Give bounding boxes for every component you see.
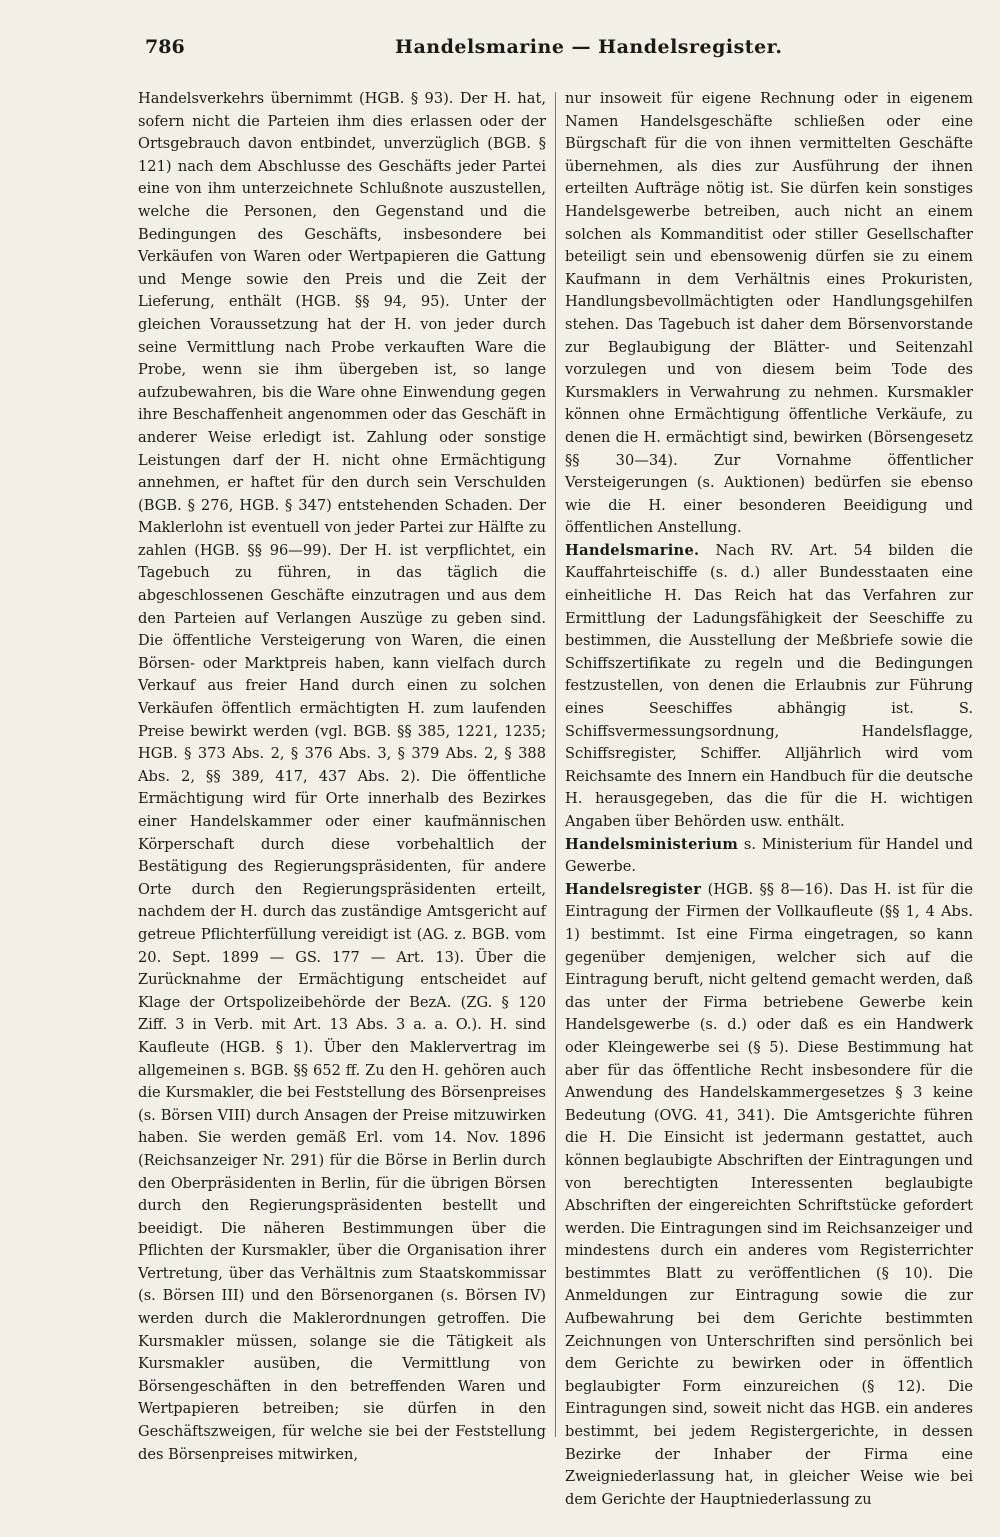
left-column-text: Handelsverkehrs übernimmt (HGB. § 93). Der H. hat, sofern nicht die Parteien ihm dies erlassen oder der Ortsgebrauch davon entbindet, unverzüglich (BGB. § 121) nach dem Abschlusse des Geschäfts jeder Partei eine von ihm unterzeichnete Schlußnote auszustellen, welche die Personen, den Gegenstand und die Bedingungen des Geschäfts, insbesondere bei Verkäufen von Waren oder Wertpapieren die Gattung und Menge sowie den Preis und die Zeit der Lieferung, enthält (HGB. §§ 94, 95). Unter der gleichen Voraussetzung hat der H. von jeder durch seine Vermittlung nach Probe verkauften Ware die Probe, wenn sie ihm übergeben ist, so lange aufzubewahren, bis die Ware ohne Einwendung gegen ihre Beschaffenheit angenommen oder das Geschäft in anderer Weise erledigt ist. Zahlung oder sonstige Leistungen darf der H. nicht ohne Ermächtigung annehmen, er haftet für den durch sein Verschulden (BGB. § 276, HGB. § 347) entstehenden Schaden. Der Maklerlohn ist eventuell von jeder Partei zur Hälfte zu zahlen (HGB. §§ 96—99). Der H. ist verpflichtet, ein Tagebuch zu führen, in das täglich die abgeschlossenen Geschäfte einzutragen und aus dem den Parteien auf Verlangen Auszüge zu geben sind. Die öffentliche Versteigerung von Waren, die einen Börsen- oder Marktpreis haben, kann vielfach durch Verkauf aus freier Hand durch einen zu solchen Verkäufen öffentlich ermächtigten H. zum laufenden Preise bewirkt werden (vgl. BGB. §§ 385, 1221, 1235; HGB. § 373 Abs. 2, § 376 Abs. 3, § 379 Abs. 2, § 388 Abs. 2, §§ 389, 417, 437 Abs. 2). Die öffentliche Ermächtigung wird für Orte innerhalb des Bezirkes einer Handelskammer oder einer kaufmännischen Körperschaft durch diese vorbehaltlich der Bestätigung des Regierungspräsidenten, für andere Orte durch den Regierungspräsidenten erteilt, nachdem der H. durch das zuständige Amtsgericht auf getreue Pflichterfüllung vereidigt ist (AG. z. BGB. vom 20. Sept. 1899 — GS. 177 — Art. 13). Über die Zurücknahme der Ermächtigung entscheidet auf Klage der Ortspolizeibehörde der BezA. (ZG. § 120 Ziff. 3 in Verb. mit Art. 13 Abs. 3 a. a. O.). H. sind Kaufleute (HGB. § 1). Über den Maklervertrag im allgemeinen s. BGB. §§ 652 ff. Zu den H. gehören auch die Kursmakler, die bei Feststellung des Börsenpreises (s. Börsen VIII) durch Ansagen der Preise mitzuwirken haben. Sie werden gemäß Erl. vom 14. Nov. 1896 (Reichsanzeiger Nr. 291) für die Börse in Berlin durch den Oberpräsidenten in Berlin, für die übrigen Börsen durch den Regierungspräsidenten bestellt und beeidigt. Die näheren Bestimmungen über die Pflichten der Kursmakler, über die Organisation ihrer Vertretung, über das Verhältnis zum Staatskommissar (s. Börsen III) und den Börsenorganen (s. Börsen IV) werden durch die Maklerordnungen getroffen. Die Kursmakler müssen, solange sie die Tätigkeit als Kursmakler ausüben, die Vermittlung von Börsengeschäften in den betreffenden Waren und Wertpapieren betreiben; sie dürfen in den Geschäftszweigen, für welche sie bei der Feststellung des Börsenpreises mitwirken, xyxy=(138,90,546,1463)
entry-handelsregister xyxy=(565,879,973,1512)
entry-text: s. Ministerium für Handel und Gewerbe. xyxy=(565,835,973,876)
headword-handelsregister: Handelsregister xyxy=(565,880,702,898)
left-column xyxy=(138,88,546,1466)
column-rule xyxy=(555,92,556,1437)
headword-handelsmarine: Handelsmarine. xyxy=(565,541,700,559)
continuation-paragraph: nur insoweit für eigene Rechnung oder in eigenem Namen Handelsgeschäfte schließen oder eine Bürgschaft für die von ihnen vermittelten Geschäfte übernehmen, als dies zur Ausführung der ihnen erteilten Aufträge nötig ist. Sie dürfen kein sonstiges Handelsgewerbe betreiben, auch nicht an einem solchen als Kommanditist oder stiller Gesellschafter beteiligt sein und ebensowenig dürfen sie zu einem Kaufmann in dem Verhältnis eines Prokuristen, Handlungsbevollmächtigten oder Handlungsgehilfen stehen. Das Tagebuch ist daher dem Börsenvorstande zur Beglaubigung der Blätter- und Seitenzahl vorzulegen und von diesem beim Tode des Kursmaklers in Verwahrung zu nehmen. Kursmakler können ohne Ermächtigung öffentliche Verkäufe, zu denen die H. ermächtigt sind, bewirken (Börsengesetz §§ 30—34). Zur Vornahme öffentlicher Versteigerungen (s. Auktionen) bedürfen sie ebenso wie die H. einer besonderen Beeidigung und öffentlichen Anstellung. xyxy=(565,90,973,537)
headword-handelsministerium: Handelsministerium xyxy=(565,835,739,853)
entry-text: (HGB. §§ 8—16). Das H. ist für die Eintragung der Firmen der Vollkaufleute (§§ 1, 4 Abs. 1) bestimmt. Ist eine Firma eingetragen, so kann gegenüber demjenigen, welcher sich auf die Eintragung beruft, nicht geltend gemacht werden, daß das unter der Firma betriebene Gewerbe kein Handelsgewerbe (s. d.) oder daß es ein Handwerk oder Kleingewerbe sei (§ 5). Diese Bestimmung hat aber für das öffentliche Recht insbesondere für die Anwendung des Handelskammergesetzes § 3 keine Bedeutung (OVG. 41, 341). Die Amtsgerichte führen die H. Die Einsicht ist jedermann gestattet, auch können beglaubigte Abschriften der Eintragungen und von berechtigten Interessenten beglaubigte Abschriften der eingereichten Schriftstücke gefordert werden. Die Eintragungen sind im Reichsanzeiger und mindestens durch ein anderes vom Registerrichter bestimmtes Blatt zu veröffentlichen (§ 10). Die Anmeldungen zur Eintragung sowie die zur Aufbewahrung bei dem Gerichte bestimmten Zeichnungen von Unterschriften sind persönlich bei dem Gerichte zu bewirken oder in öffentlich beglaubigter Form einzureichen (§ 12). Die Eintragungen sind, soweit nicht das HGB. ein anderes bestimmt, bei jedem Registergerichte, in dessen Bezirke der Inhaber der Firma eine Zweigniederlassung hat, in gleicher Weise wie bei dem Gerichte der Hauptniederlassung zu xyxy=(565,880,973,1508)
right-column xyxy=(565,88,973,1511)
entry-handelsministerium xyxy=(565,834,973,879)
entry-handelsmarine xyxy=(565,540,973,834)
page-number: 786 xyxy=(145,36,185,58)
entry-text: Nach RV. Art. 54 bilden die Kauffahrteischiffe (s. d.) aller Bundesstaaten eine einheitliche H. Das Reich hat das Verfahren zur Ermittlung der Ladungsfähigkeit der Seeschiffe zu bestimmen, die Ausstellung der Meßbriefe sowie die Schiffszertifikate zu regeln und die Bedingungen festzustellen, von denen die Erlaubnis zur Führung eines Seeschiffes abhängig ist. S. Schiffsvermessungsordnung, Handelsflagge, Schiffsregister, Schiffer. Alljährlich wird vom Reichsamte des Innern ein Handbuch für die deutsche H. herausgegeben, das die für die H. wichtigen Angaben über Behörden usw. enthält. xyxy=(565,541,973,830)
running-head: Handelsmarine — Handelsregister. xyxy=(395,36,783,58)
